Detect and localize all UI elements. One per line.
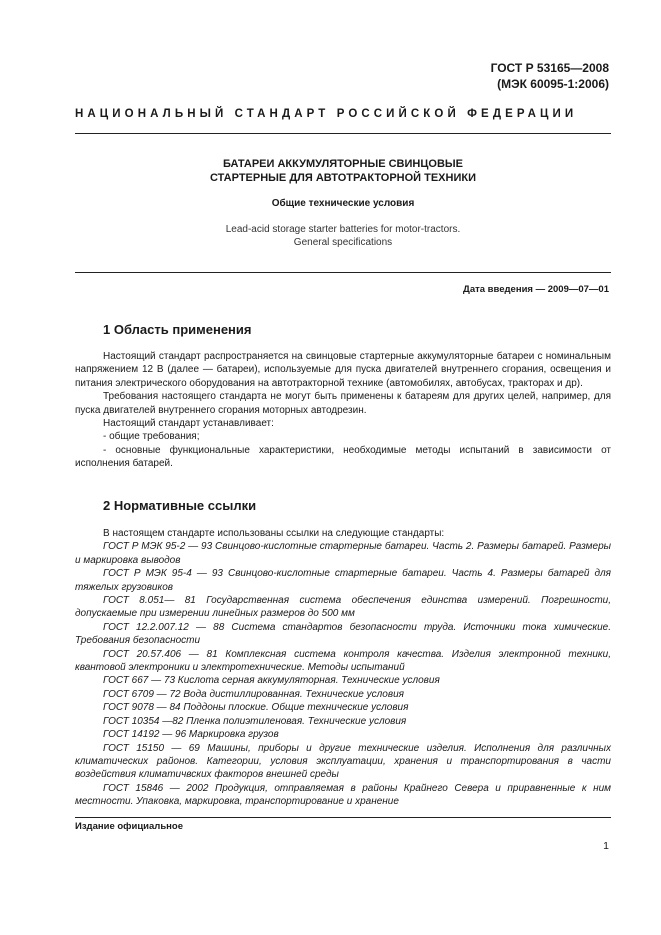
reference-item: ГОСТ Р МЭК 95-2 — 93 Свинцово-кислотные стартерные батареи. Часть 2. Размеры батарей. Размеры и маркировка выводов <box>75 541 611 566</box>
english-title-line-2: General specifications <box>293 237 393 248</box>
paragraph: - основные функциональные характеристики, необходимые методы испытаний в зависимости от исполнения батарей. <box>75 444 611 470</box>
reference-item: ГОСТ 12.2.007.12 — 88 Система стандартов безопасности труда. Источники тока химические. Требования безопасности <box>75 621 611 647</box>
header-divider <box>75 133 611 134</box>
title-line-2: СТАРТЕРНЫЕ ДЛЯ АВТОТРАКТОРНОЙ ТЕХНИКИ <box>209 172 476 184</box>
introduction-date: Дата введения — 2009—07—01 <box>463 284 609 295</box>
iec-number: (МЭК 60095-1:2006) <box>497 77 609 91</box>
title-line-1: БАТАРЕИ АККУМУЛЯТОРНЫЕ СВИНЦОВЫЕ <box>222 158 463 170</box>
reference-item: ГОСТ 14192 — 96 Маркировка грузов <box>103 729 279 741</box>
reference-item: ГОСТ 9078 — 84 Поддоны плоские. Общие технические условия <box>103 702 409 714</box>
section-1-body <box>75 350 611 471</box>
page-number: 1 <box>603 840 609 852</box>
paragraph: Требования настоящего стандарта не могут быть применены к батареям для других целей, например, для пуска двигателей внутреннего сгорания моторных автодрезин. <box>75 391 611 416</box>
reference-item: ГОСТ Р МЭК 95-4 — 93 Свинцово-кислотные стартерные батареи. Часть 4. Размеры батарей для тяжелых грузовиков <box>75 568 611 593</box>
reference-item: ГОСТ 20.57.406 — 81 Комплексная система контроля качества. Изделия электронной техники, квантовой электроники и электротехнические. Методы испытаний <box>75 648 611 674</box>
reference-item: ГОСТ 8.051— 81 Государственная система обеспечения единства измерений. Погрешности, допускаемые при измерении линейных размеров до 500 мм <box>75 595 611 620</box>
official-edition-label: Издание официальное <box>75 821 183 832</box>
reference-item: ГОСТ 15150 — 69 Машины, приборы и другие технические изделия. Исполнения для различных климатических районов. Категории, условия эксплуатации, хранения и транспортирования в части воздействия климатичвских факторов внешней среды <box>75 742 611 781</box>
document-designation <box>491 60 609 92</box>
reference-item: ГОСТ 667 — 73 Кислота серная аккумуляторная. Технические условия <box>103 675 440 687</box>
reference-item: ГОСТ 6709 — 72 Вода дистиллированная. Технические условия <box>103 688 404 700</box>
gost-number: ГОСТ Р 53165—2008 <box>490 61 609 75</box>
english-title-line-1: Lead-acid storage starter batteries for motor-tractors. <box>225 224 461 235</box>
section-1-heading: 1 Область применения <box>103 322 252 337</box>
references-intro: В настоящем стандарте использованы ссылки на следующие стандарты: <box>103 528 445 539</box>
footer-divider <box>75 817 611 818</box>
paragraph: - общие требования; <box>103 431 200 443</box>
references-list <box>75 527 611 809</box>
document-subtitle: Общие технические условия <box>271 198 415 209</box>
title-divider <box>75 272 611 273</box>
section-2-heading: 2 Нормативные ссылки <box>103 498 257 513</box>
document-title <box>75 157 611 185</box>
paragraph: Настоящий стандарт устанавливает: <box>103 418 274 430</box>
reference-item: ГОСТ 15846 — 2002 Продукция, отправляемая в районы Крайнего Севера и приравненные к ним местности. Упаковка, маркировка, транспортирование и хранение <box>75 782 611 808</box>
national-standard-banner: НАЦИОНАЛЬНЫЙ СТАНДАРТ РОССИЙСКОЙ ФЕДЕРАЦИИ <box>75 108 578 120</box>
paragraph: Настоящий стандарт распространяется на свинцовые стартерные аккумуляторные батареи с номинальным напряжением 12 В (далее — батареи), используемые для пуска двигателей внутреннего сгорания, освещения и питания электрического оборудования на автотракторной технике (автомобилях, автобусах, тракторах и др). <box>75 351 611 389</box>
english-title <box>75 223 611 249</box>
reference-item: ГОСТ 10354 —82 Пленка полиэтиленовая. Технические условия <box>103 715 407 727</box>
